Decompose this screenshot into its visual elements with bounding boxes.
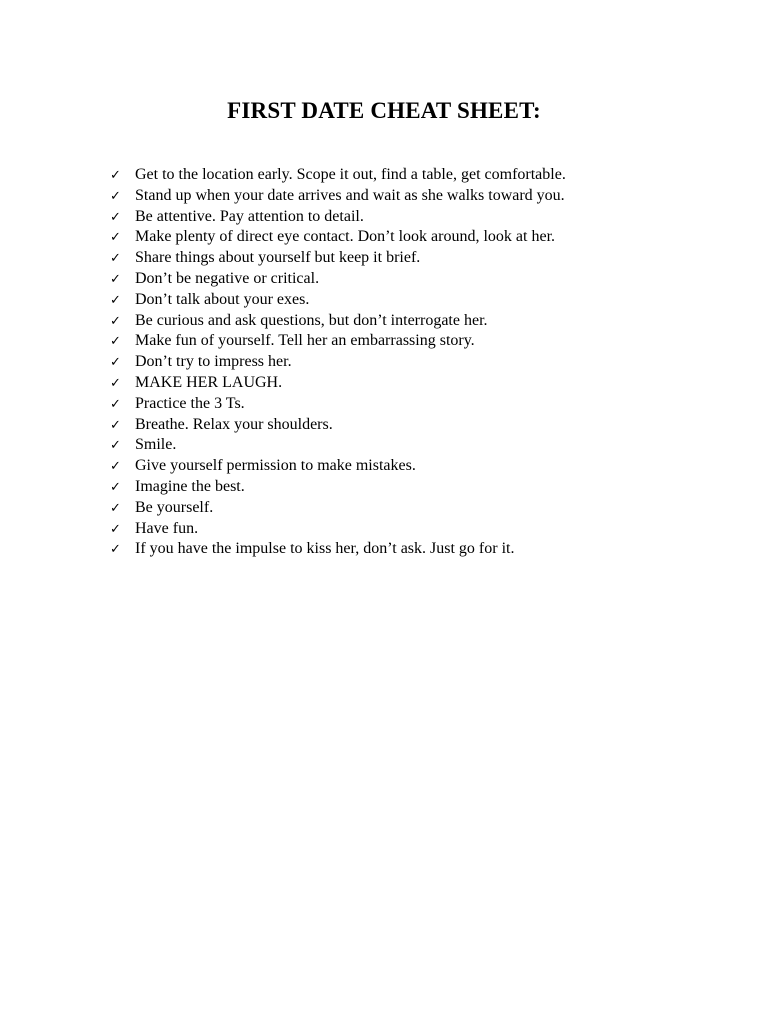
checkmark-icon: ✓ (110, 479, 121, 495)
list-item (110, 331, 566, 352)
checkmark-icon: ✓ (110, 271, 121, 287)
checkmark-icon: ✓ (110, 521, 121, 537)
checkmark-icon: ✓ (110, 334, 121, 350)
list-item (110, 435, 566, 456)
list-item-text: Practice the 3 Ts. (135, 394, 245, 412)
list-item (110, 519, 566, 540)
list-item-text: Imagine the best. (135, 477, 245, 495)
checkmark-icon: ✓ (110, 292, 121, 308)
list-item-text: Share things about yourself but keep it brief. (135, 249, 421, 267)
list-item (110, 248, 566, 269)
list-item (110, 539, 566, 560)
checkmark-icon: ✓ (110, 355, 121, 371)
list-item (110, 290, 566, 311)
list-item-text: Smile. (135, 436, 177, 454)
list-item (110, 373, 566, 394)
list-item (110, 456, 566, 477)
list-item (110, 227, 566, 248)
list-item (110, 165, 566, 186)
checkmark-icon: ✓ (110, 209, 121, 225)
checkmark-icon: ✓ (110, 375, 121, 391)
list-item (110, 477, 566, 498)
list-item-text: MAKE HER LAUGH. (135, 373, 283, 391)
list-item-text: Make fun of yourself. Tell her an embarrassing story. (135, 332, 475, 350)
list-item (110, 352, 566, 373)
list-item (110, 269, 566, 290)
checkmark-icon: ✓ (110, 542, 121, 558)
list-item-text: Have fun. (135, 519, 199, 537)
list-item (110, 498, 566, 519)
checkmark-icon: ✓ (110, 188, 121, 204)
list-item (110, 186, 566, 207)
list-item-text: Make plenty of direct eye contact. Don’t look around, look at her. (135, 228, 556, 246)
list-item-text: Get to the location early. Scope it out, find a table, get comfortable. (135, 166, 566, 183)
list-item-text: Give yourself permission to make mistakes. (135, 457, 416, 475)
checkmark-icon: ✓ (110, 438, 121, 454)
checkmark-icon: ✓ (110, 396, 121, 412)
list-item-text: Don’t try to impress her. (135, 353, 292, 371)
list-item (110, 311, 566, 332)
checkmark-icon: ✓ (110, 459, 121, 475)
checkmark-icon: ✓ (110, 230, 121, 246)
list-item (110, 207, 566, 228)
list-item-text: If you have the impulse to kiss her, don’t ask. Just go for it. (135, 540, 515, 558)
list-item-text: Stand up when your date arrives and wait as she walks toward you. (135, 186, 565, 204)
list-item-text: Breathe. Relax your shoulders. (135, 415, 333, 433)
checkmark-icon: ✓ (110, 500, 121, 516)
checkmark-icon: ✓ (110, 417, 121, 433)
list-item (110, 394, 566, 415)
checklist (110, 165, 566, 560)
list-item-text: Don’t be negative or critical. (135, 269, 320, 287)
page-title: FIRST DATE CHEAT SHEET: (227, 98, 541, 123)
list-item-text: Don’t talk about your exes. (135, 290, 310, 308)
checkmark-icon: ✓ (110, 251, 121, 267)
list-item (110, 415, 566, 436)
list-item-text: Be yourself. (135, 498, 214, 516)
list-item-text: Be attentive. Pay attention to detail. (135, 207, 364, 225)
checkmark-icon: ✓ (110, 313, 121, 329)
checkmark-icon: ✓ (110, 168, 121, 183)
list-item-text: Be curious and ask questions, but don’t interrogate her. (135, 311, 488, 329)
